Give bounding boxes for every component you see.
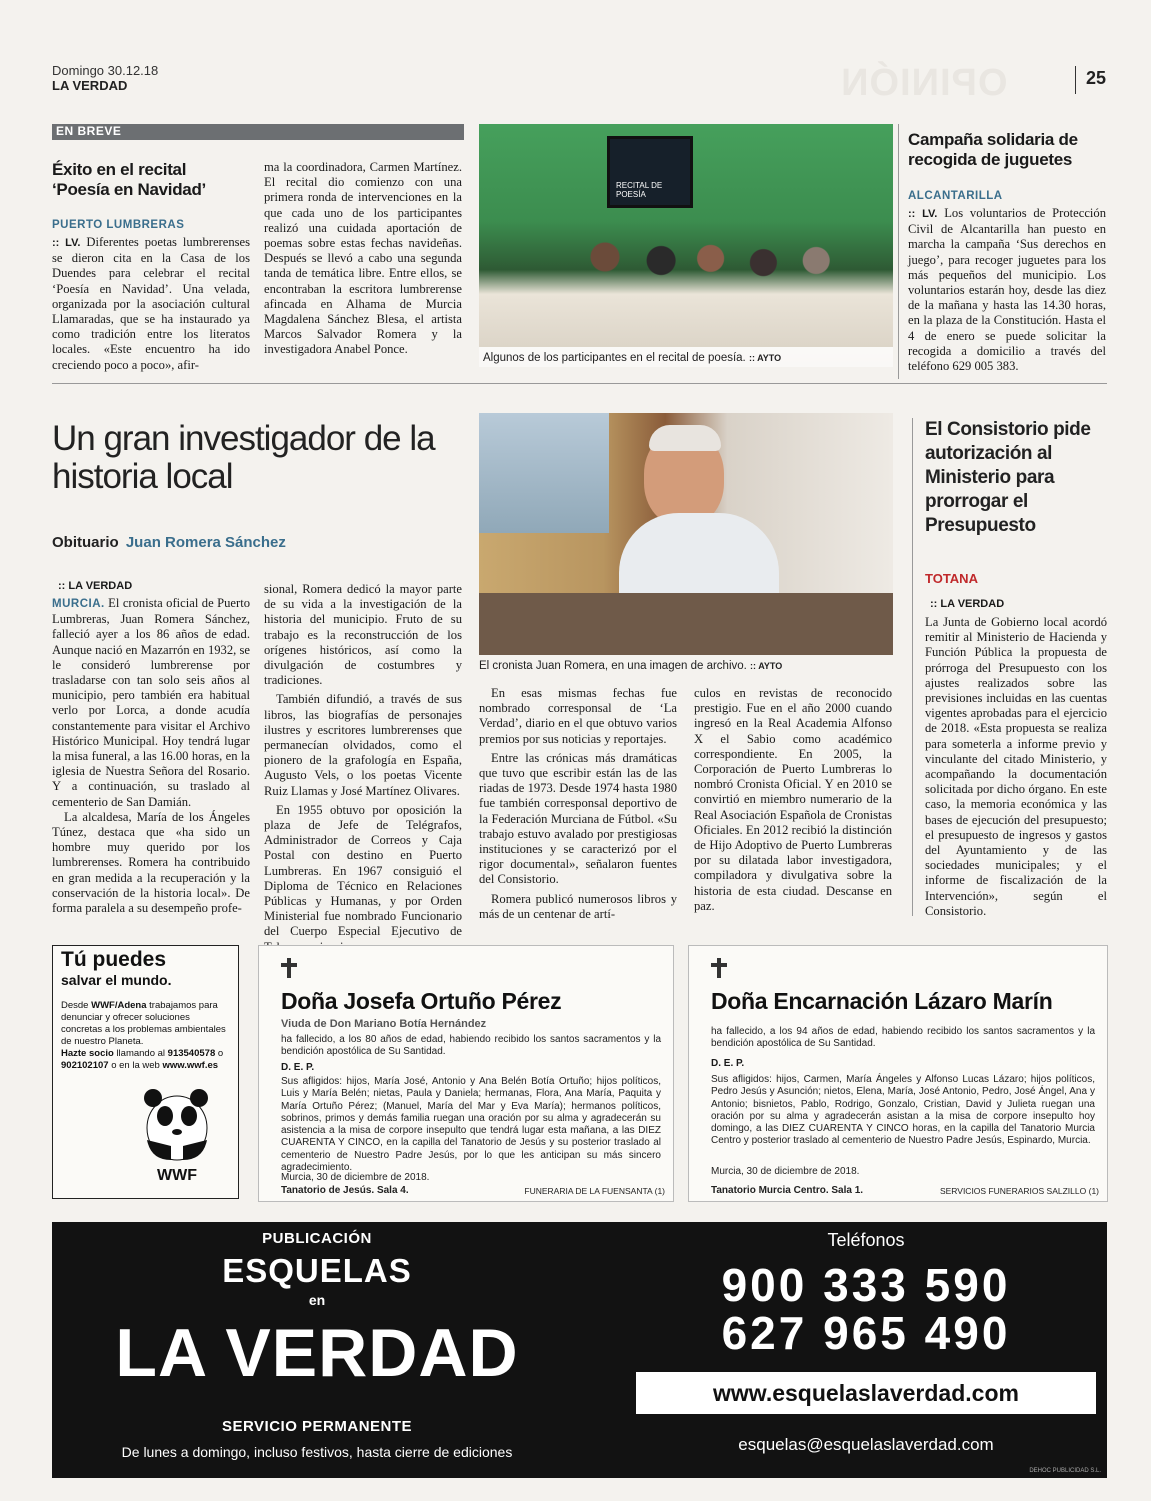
campaign-text <box>908 206 1106 374</box>
obituary-byline: :: LA VERDAD <box>58 580 133 592</box>
esquela-1-intro: ha fallecido, a los 80 años de edad, habiendo recibido los santos sacramentos y la bendición apostólica de Su Santidad. <box>281 1034 661 1058</box>
obituary-col3 <box>479 686 677 922</box>
obituary-kicker-line <box>52 534 286 551</box>
esquela-1-funeraria <box>524 1185 665 1197</box>
ad-servicio: SERVICIO PERMANENTE <box>221 1418 413 1435</box>
wwf-t9b: www.wwf.es <box>162 1060 219 1071</box>
wwf-t7b: 902102107 <box>61 1060 109 1071</box>
esquela-2-funeraria <box>940 1185 1099 1197</box>
budget-divider <box>912 418 913 916</box>
esquela-2 <box>688 945 1108 1202</box>
ad-brand: LA VERDAD <box>115 1315 519 1391</box>
tv-screen <box>607 136 693 208</box>
wwf-t3b: Hazte socio <box>61 1048 114 1059</box>
section-title: OPINIÓN <box>840 62 1008 104</box>
ad-web-box[interactable] <box>636 1372 1096 1414</box>
header-date: Domingo 30.12.18 <box>52 63 159 78</box>
panda-icon <box>141 1084 213 1162</box>
wwf-t2: trabajamos para denunciar y ofrecer soluciones concretas a los problemas ambientales de nuestro Planeta. <box>61 1000 226 1047</box>
ad-horario: De lunes a domingo, incluso festivos, hasta cierre de ediciones <box>121 1444 513 1460</box>
ad-esquelas: ESQUELAS <box>222 1252 412 1289</box>
cronista-photo-credit: :: AYTO <box>750 661 783 671</box>
panda-logo <box>141 1084 213 1184</box>
obituary-col2-p2: También difundió, a través de sus libros, las biografías de personajes ilustres y escritores lumbrerenses que permanecían olvidados, como el pionero de la grafología en España, Augusto Vels, o los poetas Vicente Ruiz Llamas y José Martínez Olivares. <box>264 692 462 798</box>
budget-text: La Junta de Gobierno local acordó remitir al Ministerio de Hacienda y Función Pública la propuesta de prórroga del Presupuesto con los ajustes realizados sobre las previsiones incluidas en las cuentas vigentes aprobadas para el ejercicio de 2018. «Esta propuesta se realiza para someterla a informe previo y vinculante del citado Ministerio, y acompañando la documentación solicitada por dicho órgano. En este caso, la memoria económica y las bases de ejecución del presupuesto; el presupuesto de ingresos y gastos del Ayuntamiento y de las sociedades municipales; y el informe de fiscalización de la Intervención», según el Consistorio. <box>925 615 1107 918</box>
brief-col1 <box>52 235 250 373</box>
campaign-headline: Campaña solidaria de recogida de juguetes <box>908 130 1078 169</box>
photo-hair <box>649 425 721 451</box>
brief-location: PUERTO LUMBRERAS <box>52 219 185 231</box>
photo-desk <box>479 593 893 655</box>
obituary-name: Juan Romera Sánchez <box>125 534 286 551</box>
esquela-1-name: Doña Josefa Ortuño Pérez <box>281 988 562 1014</box>
obituary-kicker: Obituario <box>52 534 119 551</box>
cronista-photo <box>479 413 893 655</box>
cross-icon <box>281 958 297 978</box>
esquela-1-widow: Viuda de Don Mariano Botía Hernández <box>281 1018 487 1030</box>
obituary-col3-p2: Entre las crónicas más dramáticas que tuvo que escribir están las de las riadas de 1973. Desde 1974 hasta 1980 fue también corresponsal deportivo de la Federación Murciana de Fútbol. «Su trabajo estuvo avalado por prestigiosas instituciones y se caracterizó por el rigor documental», señalaron fuentes del Consistorio. <box>479 750 677 887</box>
en-breve-bar <box>52 124 464 140</box>
esquela-1-ref: (1) <box>654 1186 665 1196</box>
obituary-col2-p1: sional, Romera dedicó la mayor parte de su vida a la investigación de la historia del municipio. Fruto de su trabajo es la reconstrucción de los orígenes históricos, así como la divulgación de costumbres y tradiciones. <box>264 582 462 688</box>
esquela-2-intro: ha fallecido, a los 94 años de edad, habiendo recibido los santos sacramentos y la bendición apostólica de Su Santidad. <box>711 1026 1095 1050</box>
wwf-logo-text: WWF <box>157 1167 197 1184</box>
brief-col2: ma la coordinadora, Carmen Martínez. El recital dio comienzo con una primera ronda de intervenciones en la que cada uno de los participantes realizó una cuidada aportación de poemas sobre estas fechas navideñas. Después se llevó a cabo una segunda tanda de temática libre. Entre ellos, se encontraban la escritora lumbrerense afincada en Alhama de Murcia Magdalena Sánchez Blesa, el artista Marcos Salvador Romera y la investigadora Anabel Ponce. <box>264 160 462 357</box>
cronista-caption-text: El cronista Juan Romera, en una imagen de archivo. <box>479 660 747 672</box>
obituary-col1-p1: El cronista oficial de Puerto Lumbreras, Juan Romera Sánchez, falleció ayer a los 86 años de edad. Aunque nació en Mazarrón en 1932, se le consideró lumbrerense por trasladarse con tan solo seis años al municipio, pero también era habitual verlo por Lorca, a donde acudía constantemente para visitar el Archivo Histórico Municipal. Hoy tendrá lugar la misa funeral, a las 16.00 horas, en la iglesia de Nuestra Señora del Rosario. Y a continuación, su traslado al cementerio de San Damián. <box>52 596 250 809</box>
recital-photo-caption <box>483 352 781 364</box>
recital-photo-credit: :: AYTO <box>748 353 782 363</box>
obituary-headline: Un gran investigador de la historia local <box>52 419 435 496</box>
brief-lede: :: LV. <box>52 237 81 249</box>
obituary-col4 <box>694 686 892 914</box>
esquela-2-name: Doña Encarnación Lázaro Marín <box>711 988 1053 1014</box>
wwf-t8: o en la web <box>108 1060 163 1071</box>
campaign-location: ALCANTARILLA <box>908 190 1003 202</box>
esquela-1-funeraria-name: FUNERARIA DE LA FUENSANTA <box>524 1186 653 1196</box>
campaign-divider <box>898 124 899 379</box>
page-number: 25 <box>1086 68 1107 88</box>
esquela-1-date: Murcia, 30 de diciembre de 2018. <box>281 1172 430 1183</box>
ad-phone-2[interactable]: 627 965 490 <box>721 1307 1011 1359</box>
esquela-2-place: Tanatorio Murcia Centro. Sala 1. <box>711 1185 864 1196</box>
brief-col1-text: Diferentes poetas lumbrerenses se dieron cita en la Casa de los Duendes para celebrar el recital ‘Poesía en Navidad’. Una velada, organizada por la asociación cultural Llamaradas, que se ha instaurado ya como tradición entre los literatos locales. «Este encuentro ha ido creciendo poco a poco», afir- <box>52 235 251 372</box>
esquela-2-text: Sus afligidos: hijos, Carmen, María Ángeles y Alfonso Lucas Lázaro; hijos políticos, Pedro Jesús y Asunción; nietos, Elena, María, José Antonio, Pedro, José Ángel, Ana y Antonio; bisnietos, Pablo, Rodrigo, Gonzalo, Cristian, David y Julieta ruegan una oración por su alma y agradecerán asistan a la misa de corpore insepulto hoy domingo, a las DIEZ CUARENTA Y CINCO horas, en la capilla del Tanatorio Murcia Centro y posterior traslado al cementerio de Nuestro Padre Jesús, Espinardo, Murcia. <box>711 1074 1095 1147</box>
esquela-2-dep: D. E. P. <box>711 1058 745 1069</box>
campaign-lede: :: LV. <box>908 208 938 220</box>
obituary-col1-p2: La alcaldesa, María de los Ángeles Túnez, destaca que «ha sido un hombre muy querido por los lumbrerenses. Romera ha contribuido en gran medida a la recuperación y la conservación de la historia local». De forma paralela a su desempeño profe- <box>52 809 250 916</box>
en-breve-tag: EN BREVE <box>56 124 122 138</box>
ad-publicacion: PUBLICACIÓN <box>262 1230 372 1247</box>
recital-photo <box>479 124 893 367</box>
tv-screen-title: RECITAL DE POESÍA <box>616 181 663 199</box>
wwf-t1: Desde <box>61 1000 92 1011</box>
esquela-1-place: Tanatorio de Jesús. Sala 4. <box>281 1185 409 1196</box>
esquelas-ad <box>52 1222 1107 1478</box>
wwf-t4: llamando al <box>113 1048 168 1059</box>
ad-en: en <box>308 1292 326 1308</box>
esquela-2-date: Murcia, 30 de diciembre de 2018. <box>711 1166 860 1177</box>
obituary-col4-p1: culos en revistas de reconocido prestigio. Fue en el año 2000 cuando ingresó en la Real Academia Alfonso X el Sabio como académico correspondiente. En 2005, la Corporación de Puerto Lumbreras lo nombró Cronista Oficial. Y en 2010 se convirtió en miembro numerario de la Real Asociación Española de Cronistas Oficiales. En 2012 recibió la distinción de Hijo Adoptivo de Puerto Lumbreras por su dilatada labor investigadora, compiladora y divulgativa sobre la historia de esta ciudad. Descanse en paz. <box>694 686 892 913</box>
esquela-1 <box>258 945 674 1202</box>
obituary-col1 <box>52 596 250 916</box>
obituary-col3-p3: Romera publicó numerosos libros y más de un centenar de artí- <box>479 891 677 921</box>
ad-telefonos: Teléfonos <box>827 1230 905 1250</box>
cross-icon <box>711 958 727 978</box>
esquela-2-funeraria-name: SERVICIOS FUNERARIOS SALZILLO <box>939 1186 1087 1196</box>
header-paper: LA VERDAD <box>52 78 128 93</box>
wwf-t1b: WWF/Adena <box>91 1000 147 1011</box>
budget-byline: :: LA VERDAD <box>930 598 1005 610</box>
wwf-ad <box>52 945 239 1199</box>
header-divider <box>1075 66 1076 94</box>
budget-headline: El Consistorio pide autorización al Ministerio para prorrogar el Presupuesto <box>925 419 1091 536</box>
cronista-photo-caption <box>479 660 782 672</box>
ad-email[interactable]: esquelas@esquelaslaverdad.com <box>738 1435 994 1454</box>
obituary-col2 <box>264 582 462 955</box>
wwf-t6: o <box>215 1048 224 1059</box>
obituary-col2-p3: En 1955 obtuvo por oposición la plaza de Jefe de Telégrafos, Administrador de Correos y Caja Postal con destino en Puerto Lumbreras. En 1967 consiguió el Diploma de Técnico en Relaciones Públicas y Humanas, y por Orden Ministerial fue nombrado Funcionario del Cuerpo Especial Ejecutivo de <box>264 802 462 939</box>
obituary-col3-p1: En esas mismas fechas fue nombrado corresponsal de ‘La Verdad’, diario en el que obtuvo varios premios por sus noticias y reportajes. <box>479 686 677 746</box>
esquela-2-ref: (1) <box>1088 1186 1099 1196</box>
brief-headline: Éxito en el recital ‘Poesía en Navidad’ <box>52 160 206 199</box>
wwf-title: Tú puedes <box>61 948 167 971</box>
recital-caption-text: Algunos de los participantes en el recital de poesía. <box>483 352 746 364</box>
ad-web[interactable]: www.esquelaslaverdad.com <box>713 1380 1019 1406</box>
ad-credit: DEHOC PUBLICIDAD S.L. <box>1029 1468 1101 1474</box>
obituary-location: MURCIA. <box>52 598 105 610</box>
campaign-body: Los voluntarios de Protección Civil de Alcantarilla han puesto en marcha la campaña ‘Sus derechos en juego’, para recoger juguetes para los más pequeños del municipio. Los voluntarios estarán hoy, desde las diez de la mañana y hasta las 14.30 horas, en la plaza de la Constitución. Hasta el 4 de enero se puede solicitar la recogida a domicilio a través del teléfono 629 005 383. <box>908 206 1106 374</box>
wwf-t5b: 913540578 <box>167 1048 216 1059</box>
top-section-rule <box>52 383 1107 384</box>
esquela-1-text: Sus afligidos: hijos, María José, Antonio y Ana Belén Botía Ortuño; hijos políticos, Luis y María Belén; nietas, Paula y Daniela; hermanas, Flora, Ana María, Paquita y María Ortuño Pérez; (Manuel, María del Mar y Eva María); hermanos políticos, sobrinos, primos y demás familia ruegan una oración por su alma y agradecerán su asistencia a la misa de corpore insepulto que tendrá lugar esta mañana, a las DIEZ CUARENTA Y CINCO, en la capilla del Tanatorio de Jesús y su posterior traslado al cementerio de Nuestro Padre Jesús, por lo que les anticipan su más sincero agradecimiento. <box>281 1076 661 1174</box>
wwf-text <box>61 1000 233 1072</box>
ad-phone-1[interactable]: 900 333 590 <box>721 1259 1011 1311</box>
esquela-1-dep: D. E. P. <box>281 1062 315 1073</box>
photo-window <box>479 413 609 533</box>
wwf-subtitle: salvar el mundo. <box>61 972 172 988</box>
budget-location: TOTANA <box>925 571 978 586</box>
photo-people <box>539 229 869 299</box>
